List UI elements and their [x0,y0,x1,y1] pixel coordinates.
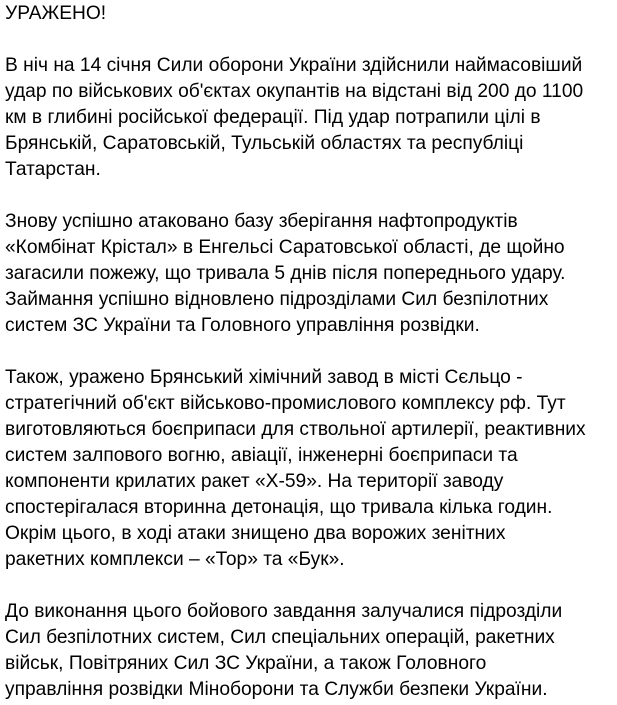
text-line: Окрім цього, в ході атаки знищено два ворожих зенітних [5,523,506,544]
text-line: Брянській, Саратовській, Тульській областях та республіці [5,133,524,154]
text-line: військ, Повітряних Сил ЗС України, а також Головного [5,653,487,674]
text-line: Сил безпілотних систем, Сил спеціальних операцій, ракетних [5,627,555,648]
text-line: компоненти крилатих ракет «Х-59». На території заводу [5,471,504,492]
text-line: «Комбінат Крістал» в Енгельсі Саратовської області, де щойно [5,237,565,258]
text-line: удар по військових об'єктах окупантів на відстані від 200 до 1100 [5,81,584,102]
text-line: ракетних комплекси – «Тор» та «Бук». [5,549,345,570]
text-line: загасили пожежу, що тривала 5 днів після попереднього удару. [5,263,566,284]
text-line: стратегічний об'єкт військово-промислового комплексу рф. Тут [5,393,566,414]
text-line: виготовляються боєприпаси для ствольної артилерії, реактивних [5,419,586,440]
paragraph-oil-depot [5,209,611,339]
post-title: УРАЖЕНО! [5,3,107,24]
text-line: Також, уражено Брянський хімічний завод в місті Сєльцо - [5,367,523,388]
paragraph-chemical-plant [5,365,611,573]
paragraph-participants [5,599,611,703]
paragraph-strike-overview [5,53,611,183]
text-line: До виконання цього бойового завдання залучалися підрозділи [5,601,563,622]
text-line: В ніч на 14 січня Сили оборони України здійснили наймасовіший [5,55,583,76]
text-line: Займання успішно відновлено підрозділами Сил безпілотних [5,289,549,310]
text-line: Татарстан. [5,159,101,180]
text-line: систем ЗС України та Головного управління розвідки. [5,315,480,336]
text-line: спостерігалася вторинна детонація, що тривала кілька годин. [5,497,553,518]
text-line: Знову успішно атаковано базу зберігання нафтопродуктів [5,211,518,232]
text-line: км в глибині російської федерації. Під удар потрапили цілі в [5,107,541,128]
text-line: управління розвідки Міноборони та Служби безпеки України. [5,679,548,700]
text-line: систем залпового вогню, авіації, інженерні боєприпаси та [5,445,518,466]
